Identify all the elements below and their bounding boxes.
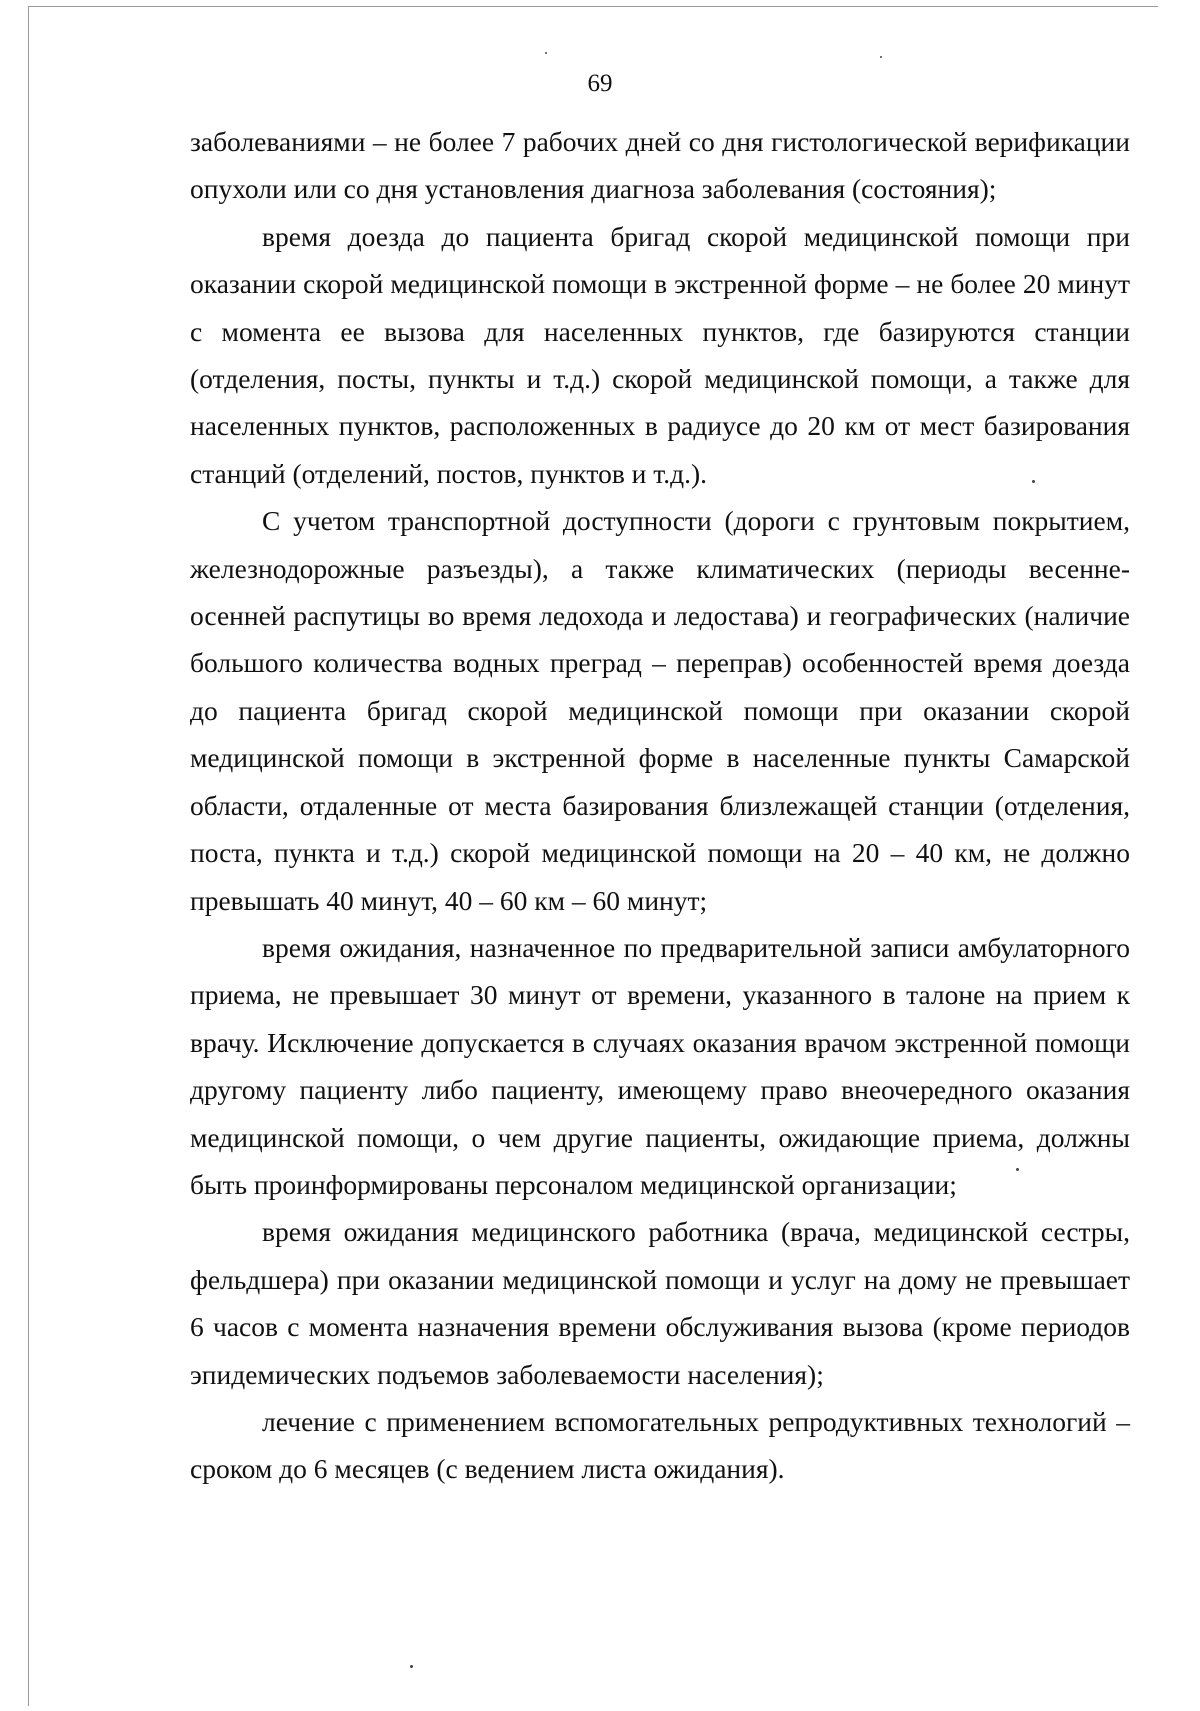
paragraph: время ожидания, назначенное по предварительной записи амбулаторного приема, не превышает 30 минут от времени, указанного в талоне на прием к врачу. Исключение допускается в случаях оказания врачом экстренной помощи другому пациенту либо пациенту, имеющему право внеочередного оказания медицинской помощи, о чем другие пациенты, ожидающие приема, должны быть проинформированы персоналом медицинской организации;	[190, 931, 1130, 1200]
paragraph: С учетом транспортной доступности (дороги с грунтовым покрытием, железнодорожные разъезды), а также климатических (периоды весенне-осенней распутицы во время ледохода и ледостава) и географических (наличие большого количества водных преград – переправ) особенностей время доезда до пациента бригад скорой медицинской помощи при оказании скорой медицинской помощи в экстренной форме в населенные пункты Самарской области, отдаленные от места базирования близлежащей станции (отделения, поста, пункта и т.д.) скорой медицинской помощи на 20 – 40 км, не должно превышать 40 минут, 40 – 60 км – 60 минут;	[190, 505, 1130, 916]
paragraph: заболеваниями – не более 7 рабочих дней со дня гистологической верификации опухоли или со дня установления диагноза заболевания (состояния);	[190, 126, 1130, 205]
scan-border-top	[28, 6, 1158, 7]
scan-speck	[410, 1665, 413, 1668]
page-number: 69	[587, 70, 613, 97]
scan-speck	[880, 56, 882, 58]
scan-speck	[545, 52, 547, 54]
document-body	[190, 118, 1130, 1493]
paragraph: лечение с применением вспомогательных репродуктивных технологий – сроком до 6 месяцев (с ведением листа ожидания).	[190, 1405, 1130, 1485]
paragraph: время доезда до пациента бригад скорой медицинской помощи при оказании скорой медицинской помощи в экстренной форме – не более 20 минут с момента ее вызова для населенных пунктов, где базируются станции (отделения, посты, пункты и т.д.) скорой медицинской помощи, а также для населенных пунктов, расположенных в радиусе до 20 км от мест базирования станций (отделений, постов, пунктов и т.д.).	[190, 220, 1130, 489]
paragraph: время ожидания медицинского работника (врача, медицинской сестры, фельдшера) при оказании медицинской помощи и услуг на дому не превышает 6 часов с момента назначения времени обслуживания вызова (кроме периодов эпидемических подъемов заболеваемости населения);	[190, 1216, 1130, 1390]
scan-border-left	[28, 6, 29, 1706]
